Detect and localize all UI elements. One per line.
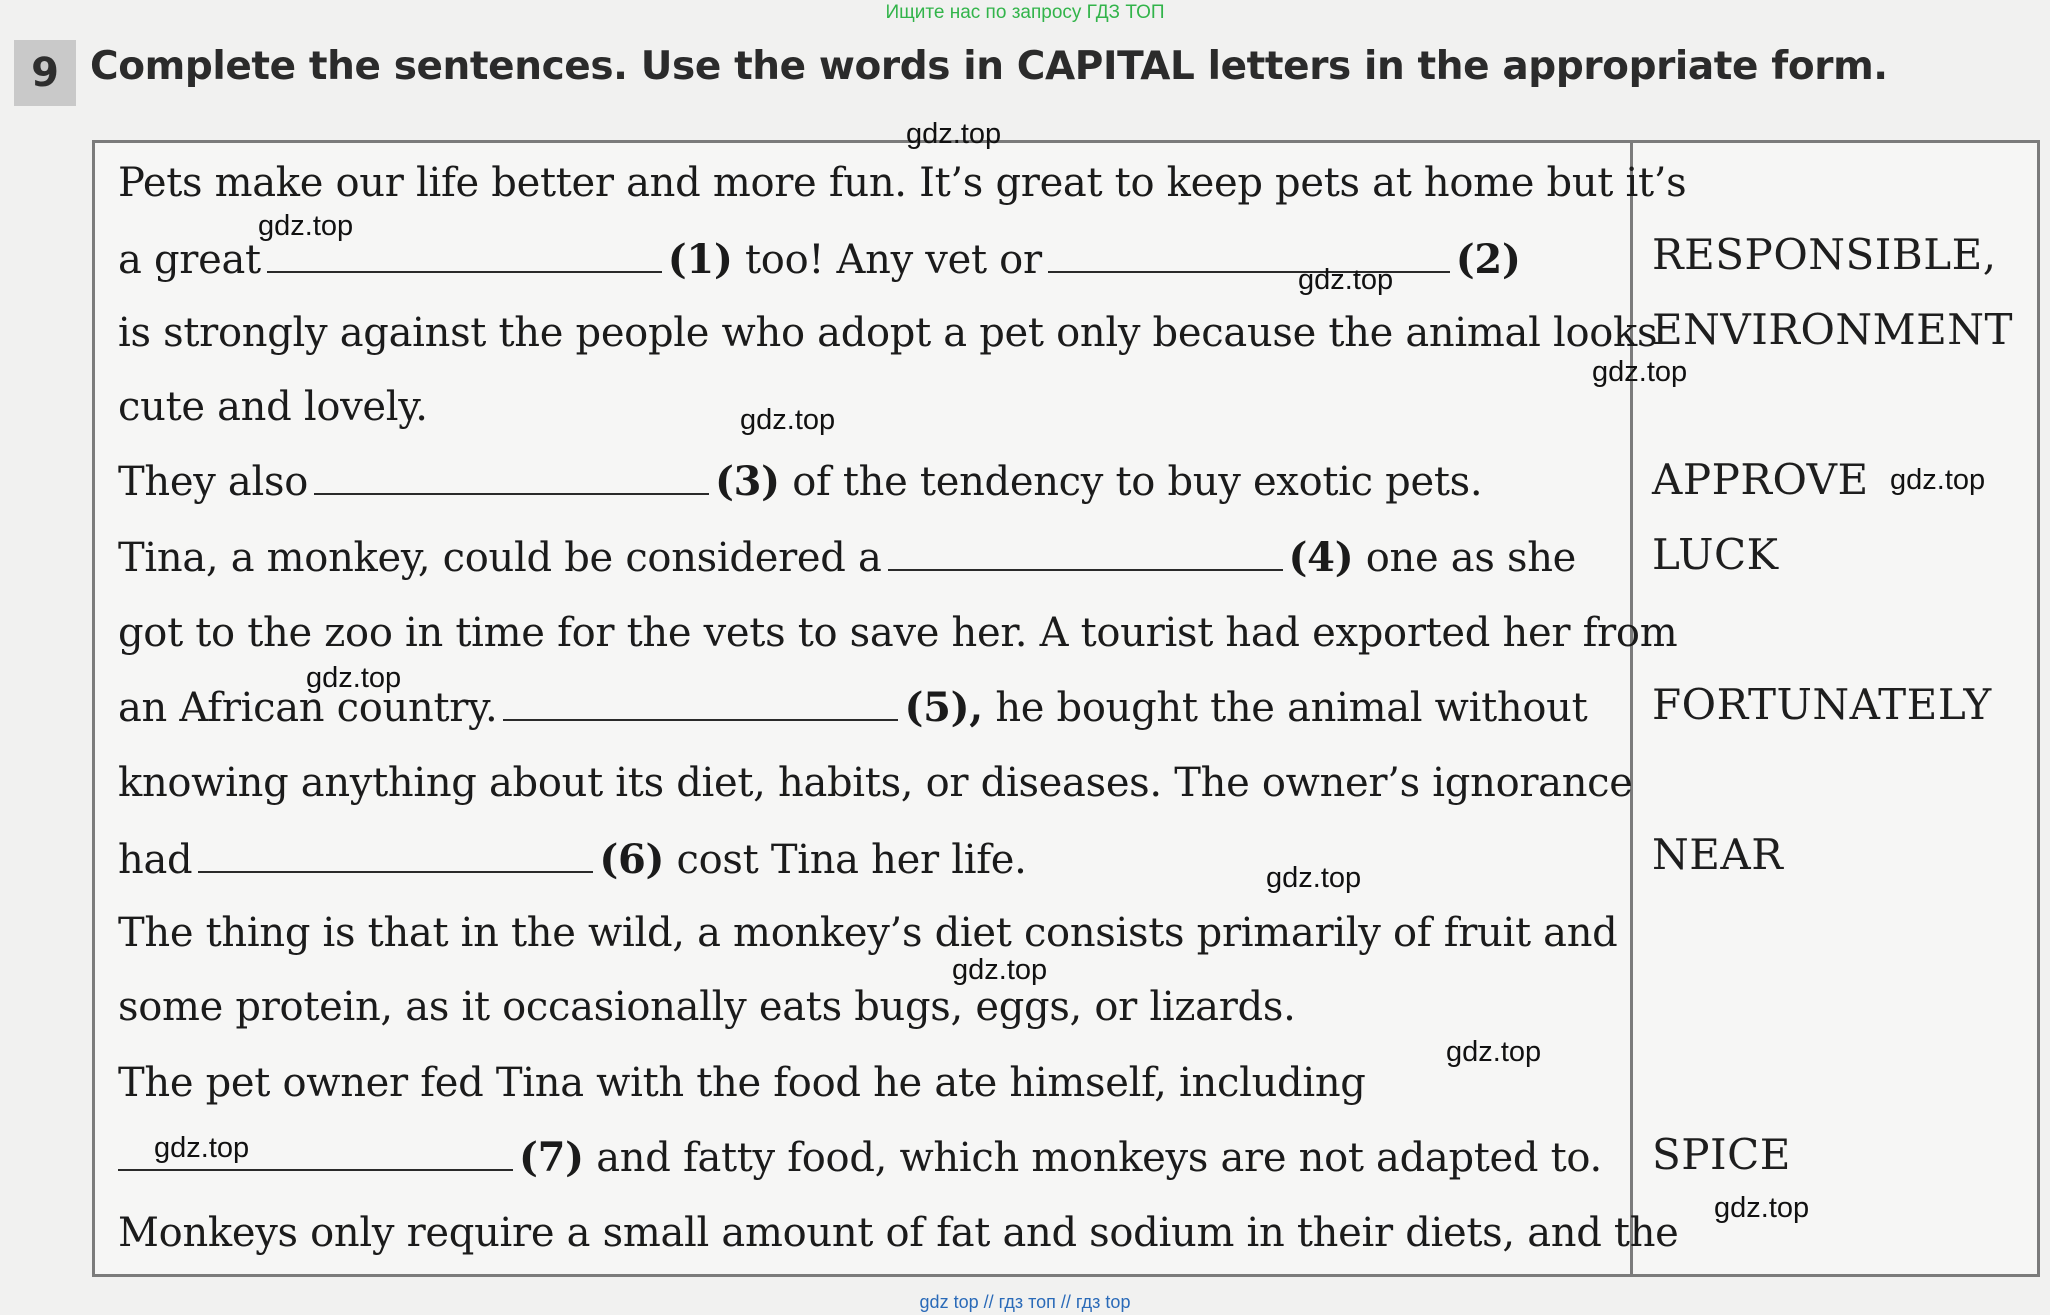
text-span: and fatty food, which monkeys are not adapted to. — [596, 1135, 1602, 1181]
text-span: got to the zoo in time for the vets to save her. A tourist had exported her from — [118, 610, 1678, 656]
watermark: gdz.top — [952, 954, 1048, 986]
text-line-14 — [118, 1134, 1602, 1181]
text-span: some protein, as it occasionally eats bugs, eggs, or lizards. — [118, 984, 1296, 1030]
blank-5[interactable] — [503, 685, 898, 721]
blank-4[interactable] — [888, 535, 1283, 571]
text-span: he bought the animal without — [995, 685, 1588, 731]
text-line-12 — [118, 984, 1295, 1030]
text-span: Tina, a monkey, could be considered a — [118, 535, 882, 581]
watermark: gdz.top — [740, 404, 836, 436]
text-line-13 — [118, 1060, 1366, 1106]
blank-6[interactable] — [198, 837, 593, 873]
text-line-15 — [118, 1210, 1679, 1256]
text-line-1 — [118, 160, 1686, 206]
task-instruction: Complete the sentences. Use the words in CAPITAL letters in the appropriate form. — [90, 44, 1888, 89]
gap-number-2: (2) — [1455, 236, 1521, 283]
keyword-spice: SPICE — [1652, 1130, 1791, 1179]
watermark: gdz.top — [1592, 356, 1688, 388]
text-line-7 — [118, 610, 1677, 656]
text-span: of the tendency to buy exotic pets. — [792, 459, 1483, 505]
text-line-4 — [118, 384, 428, 430]
blank-3[interactable] — [314, 459, 709, 495]
keyword-environment: ENVIRONMENT — [1652, 305, 2014, 354]
gap-number-7: (7) — [519, 1134, 584, 1181]
watermark: gdz.top — [1714, 1192, 1810, 1224]
gap-number-4: (4) — [1288, 534, 1354, 581]
watermark: gdz.top — [1266, 862, 1362, 894]
text-line-6 — [118, 534, 1576, 581]
gap-number-5: (5), — [904, 684, 983, 731]
text-span: an African country. — [118, 685, 498, 731]
task-number-badge: 9 — [14, 40, 76, 106]
watermark: gdz.top — [1446, 1036, 1542, 1068]
text-line-9 — [118, 760, 1633, 806]
text-line-10 — [118, 836, 1027, 883]
gap-number-1: (1) — [667, 236, 733, 283]
gap-number-6: (6) — [599, 836, 665, 883]
text-span: Pets make our life better and more fun. It’s great to keep pets at home but it’s — [118, 160, 1687, 206]
text-line-11 — [118, 910, 1617, 956]
keyword-near: NEAR — [1652, 830, 1784, 879]
keyword-luck: LUCK — [1652, 530, 1779, 579]
top-banner: Ищите нас по запросу ГДЗ ТОП — [885, 2, 1165, 23]
text-span: Monkeys only require a small amount of fat and sodium in their diets, and the — [118, 1210, 1679, 1256]
text-span: is strongly against the people who adopt a pet only because the animal looks — [118, 310, 1658, 356]
text-span: cute and lovely. — [118, 384, 428, 430]
text-span: knowing anything about its diet, habits, or diseases. The owner’s ignorance — [118, 760, 1633, 806]
text-span: had — [118, 837, 193, 883]
text-span: The thing is that in the wild, a monkey’s diet consists primarily of fruit and — [118, 910, 1618, 956]
text-span: one as she — [1365, 535, 1577, 581]
text-span: a great — [118, 237, 261, 283]
bottom-banner: gdz top // гдз топ // гдз top — [919, 1292, 1131, 1312]
text-span: too! Any vet or — [745, 237, 1042, 283]
watermark: gdz.top — [306, 662, 402, 694]
gap-number-3: (3) — [714, 458, 780, 505]
text-span: They also — [118, 459, 308, 505]
watermark: gdz.top — [154, 1132, 250, 1164]
keyword-approve: APPROVE — [1652, 455, 1869, 504]
keyword-responsible: RESPONSIBLE, — [1652, 230, 1997, 279]
watermark: gdz.top — [1298, 264, 1394, 296]
text-span: The pet owner fed Tina with the food he ate himself, including — [118, 1060, 1366, 1106]
text-line-5 — [118, 458, 1482, 505]
watermark: gdz.top — [1890, 464, 1986, 496]
text-line-3 — [118, 310, 1657, 356]
keyword-fortunately: FORTUNATELY — [1652, 680, 1992, 729]
watermark: gdz.top — [258, 210, 354, 242]
text-span: cost Tina her life. — [676, 837, 1027, 883]
watermark: gdz.top — [906, 118, 1002, 150]
